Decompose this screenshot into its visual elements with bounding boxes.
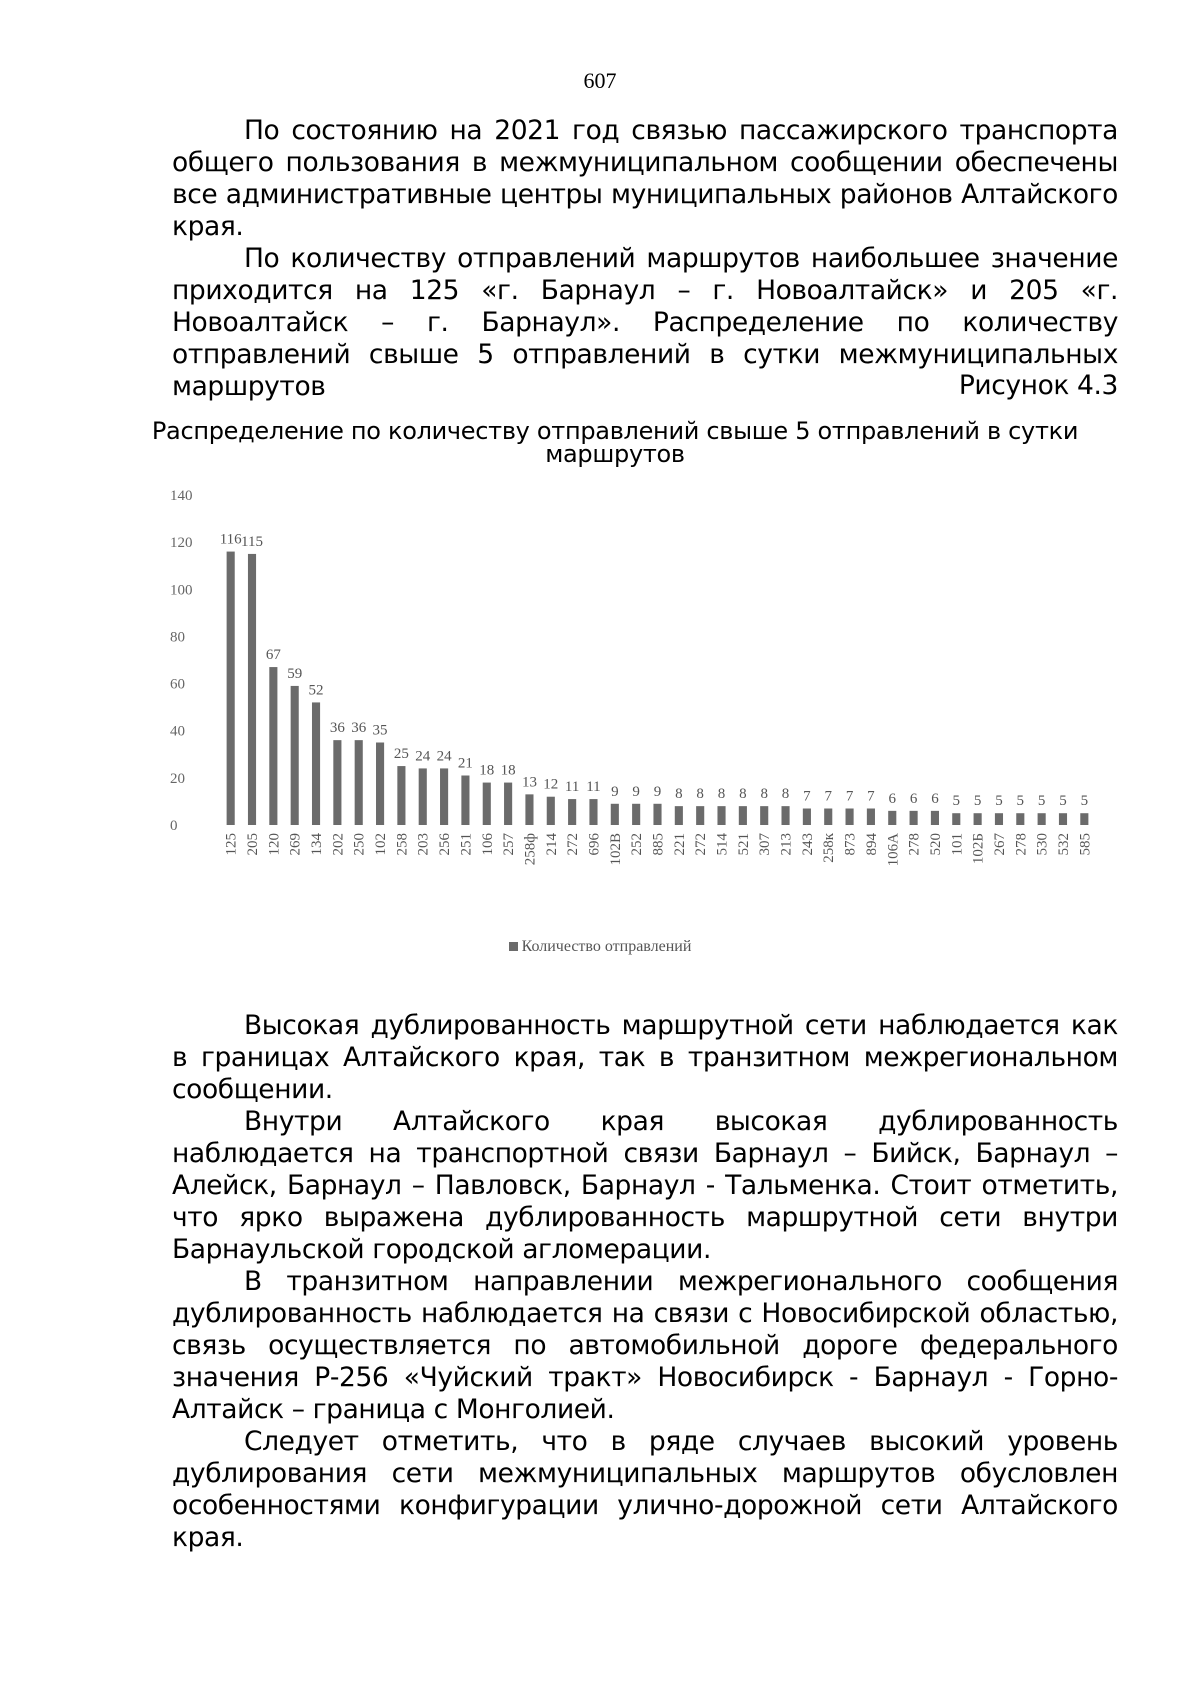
data-label: 18	[479, 762, 495, 779]
x-tick-label: 102В	[607, 833, 624, 866]
x-tick-label: 530	[1034, 833, 1051, 856]
data-label: 52	[308, 682, 324, 699]
data-label: 24	[415, 748, 431, 765]
data-label: 116	[219, 531, 242, 548]
bar	[760, 806, 768, 825]
data-label: 8	[760, 786, 768, 803]
bar	[483, 783, 491, 825]
data-label: 11	[586, 779, 601, 796]
x-tick-label: 520	[927, 833, 944, 856]
bar	[846, 809, 854, 826]
data-label: 36	[329, 720, 345, 737]
x-tick-label: 258	[394, 833, 411, 856]
y-tick-label: 120	[170, 535, 193, 552]
x-tick-label: 203	[415, 833, 432, 856]
x-tick-label: 257	[501, 833, 518, 856]
bar	[589, 799, 597, 825]
data-label: 5	[995, 793, 1003, 810]
data-label: 5	[973, 793, 982, 810]
data-label: 8	[781, 786, 790, 803]
chart-title: Распределение по количеству отправлений свыше 5 отправлений в сутки маршрутов	[151, 417, 1079, 468]
bar	[1038, 813, 1046, 825]
bar	[525, 794, 533, 825]
paragraph: Следует отметить, что в ряде случаев высокий уровень дублирования сети межмуниципальных маршрутов обусловлен особенностями конфигурации улично-дорожной сети Алтайского края.	[172, 1426, 1118, 1553]
x-tick-label: 251	[458, 833, 475, 856]
x-tick-label: 272	[693, 833, 710, 856]
bar	[333, 740, 341, 825]
bar	[653, 804, 661, 825]
data-label: 8	[696, 786, 704, 803]
data-label: 8	[739, 786, 747, 803]
bar	[611, 804, 619, 825]
y-tick-label: 0	[170, 818, 178, 834]
data-label: 59	[287, 665, 303, 682]
data-label: 7	[803, 788, 811, 805]
data-label: 8	[717, 786, 726, 803]
x-tick-label: 252	[629, 833, 646, 856]
x-tick-label: 267	[991, 833, 1008, 856]
bar	[696, 806, 704, 825]
x-tick-label: 894	[863, 833, 880, 856]
x-tick-label: 202	[330, 833, 347, 856]
x-tick-label: 272	[565, 833, 582, 856]
x-tick-label: 102Б	[970, 833, 987, 865]
bar	[632, 804, 640, 825]
data-label: 115	[241, 533, 263, 550]
bar	[675, 806, 683, 825]
figure-label: Рисунок 4.3	[958, 370, 1118, 401]
bar	[376, 743, 384, 826]
bar	[824, 809, 832, 826]
bar	[717, 806, 725, 825]
data-label: 6	[888, 790, 897, 807]
bar	[419, 768, 427, 825]
x-tick-label: 213	[778, 833, 795, 856]
data-label: 5	[1016, 793, 1025, 810]
x-tick-label: 243	[799, 833, 816, 856]
data-label: 21	[457, 755, 473, 772]
chart-legend	[0, 938, 1200, 956]
x-tick-label: 696	[586, 833, 603, 856]
data-label: 35	[372, 722, 388, 739]
x-tick-label: 106А	[885, 833, 902, 867]
data-label: 67	[265, 647, 281, 664]
x-tick-label: 125	[223, 833, 240, 856]
data-label: 36	[351, 720, 367, 737]
x-tick-label: 258к	[821, 833, 838, 863]
data-label: 24	[436, 748, 452, 765]
x-tick-label: 205	[245, 833, 262, 856]
x-tick-label: 214	[543, 833, 560, 856]
x-tick-label: 514	[714, 833, 731, 856]
data-label: 11	[564, 779, 580, 796]
x-tick-label: 120	[266, 833, 283, 856]
bar	[1059, 813, 1067, 825]
data-label: 9	[653, 783, 662, 800]
x-tick-label: 885	[650, 833, 667, 856]
x-tick-label: 532	[1055, 833, 1072, 856]
bar	[312, 702, 320, 825]
data-label: 12	[543, 776, 559, 793]
x-tick-label: 269	[287, 833, 304, 856]
bar	[803, 809, 811, 826]
bar	[910, 811, 918, 825]
bar	[867, 809, 875, 826]
bar-chart	[170, 470, 1100, 940]
data-label: 8	[675, 786, 683, 803]
data-label: 7	[845, 788, 854, 805]
bar	[440, 768, 448, 825]
legend-label: Количество отправлений	[521, 938, 692, 955]
data-label: 9	[611, 783, 619, 800]
x-tick-label: 873	[842, 833, 859, 856]
data-label: 7	[867, 788, 875, 805]
paragraph: Внутри Алтайского края высокая дублированность наблюдается на транспортной связи Барнаул – Бийск, Барнаул – Алейск, Барнаул – Павловск, Барнаул - Тальменка. Стоит отметить, что ярко выражена дублированность маршрутной сети внутри Барнаульской городской агломерации.	[172, 1106, 1118, 1265]
bar	[461, 776, 469, 826]
x-tick-label: 101	[949, 833, 966, 856]
data-label: 7	[824, 788, 832, 805]
x-tick-label: 278	[906, 833, 923, 856]
x-tick-label: 521	[735, 833, 752, 856]
bar	[547, 797, 555, 825]
x-tick-label: 250	[351, 833, 368, 856]
data-label: 18	[500, 762, 516, 779]
x-tick-label: 106	[479, 833, 496, 856]
bar	[355, 740, 363, 825]
y-tick-label: 140	[170, 488, 193, 504]
data-label: 5	[1037, 793, 1046, 810]
x-tick-label: 102	[373, 833, 390, 856]
bar	[1016, 813, 1024, 825]
data-label: 5	[1080, 793, 1089, 810]
data-label: 9	[632, 783, 640, 800]
x-tick-label: 256	[437, 833, 454, 856]
x-tick-label: 221	[671, 833, 688, 856]
bar	[269, 667, 277, 825]
bar	[739, 806, 747, 825]
data-label: 13	[521, 774, 537, 791]
y-tick-label: 100	[170, 582, 193, 599]
x-tick-label: 258ф	[522, 833, 539, 866]
y-tick-label: 40	[170, 723, 185, 740]
legend-swatch	[509, 942, 518, 951]
paragraph: В транзитном направлении межрегионального сообщения дублированность наблюдается на связи с Новосибирской областью, связь осуществляется по автомобильной дороге федерального значения Р-256 «Чуйский тракт» Новосибирск - Барнаул - Горно-Алтайск – граница с Монголией.	[172, 1266, 1118, 1425]
bar	[504, 783, 512, 825]
x-tick-label: 585	[1077, 833, 1094, 856]
intro-text	[172, 115, 1118, 403]
data-label: 6	[909, 790, 918, 807]
x-tick-label: 278	[1013, 833, 1030, 856]
bar	[227, 552, 235, 825]
data-label: 5	[952, 793, 961, 810]
bar	[781, 806, 789, 825]
data-label: 6	[931, 790, 939, 807]
data-label: 25	[393, 746, 409, 763]
bar	[291, 686, 299, 825]
y-tick-label: 80	[170, 629, 185, 646]
bar	[952, 813, 960, 825]
page-number: 607	[583, 68, 617, 93]
paragraph: По состоянию на 2021 год связью пассажирского транспорта общего пользования в межмуниципальном сообщении обеспечены все административные центры муниципальных районов Алтайского края.	[172, 115, 1118, 242]
x-tick-label: 307	[757, 833, 774, 856]
bar	[248, 554, 256, 825]
y-tick-label: 20	[170, 770, 185, 787]
bar	[931, 811, 939, 825]
bar	[397, 766, 405, 825]
bar	[974, 813, 982, 825]
data-label: 5	[1059, 793, 1067, 810]
y-tick-label: 60	[170, 676, 185, 693]
paragraph: Высокая дублированность маршрутной сети наблюдается как в границах Алтайского края, так в транзитном межрегиональном сообщении.	[172, 1010, 1118, 1105]
bar	[568, 799, 576, 825]
bar	[888, 811, 896, 825]
x-tick-label: 134	[309, 833, 326, 856]
paragraph: По количеству отправлений маршрутов наибольшее значение приходится на 125 «г. Барнаул – г. Новоалтайск» и 205 «г. Новоалтайск – г. Барнаул». Распределение по количеству отправлений свыше 5 отправлений в сутки межмуниципальных маршрутов	[172, 243, 1118, 402]
bar	[1080, 813, 1088, 825]
body-text	[172, 1010, 1118, 1554]
bar	[995, 813, 1003, 825]
